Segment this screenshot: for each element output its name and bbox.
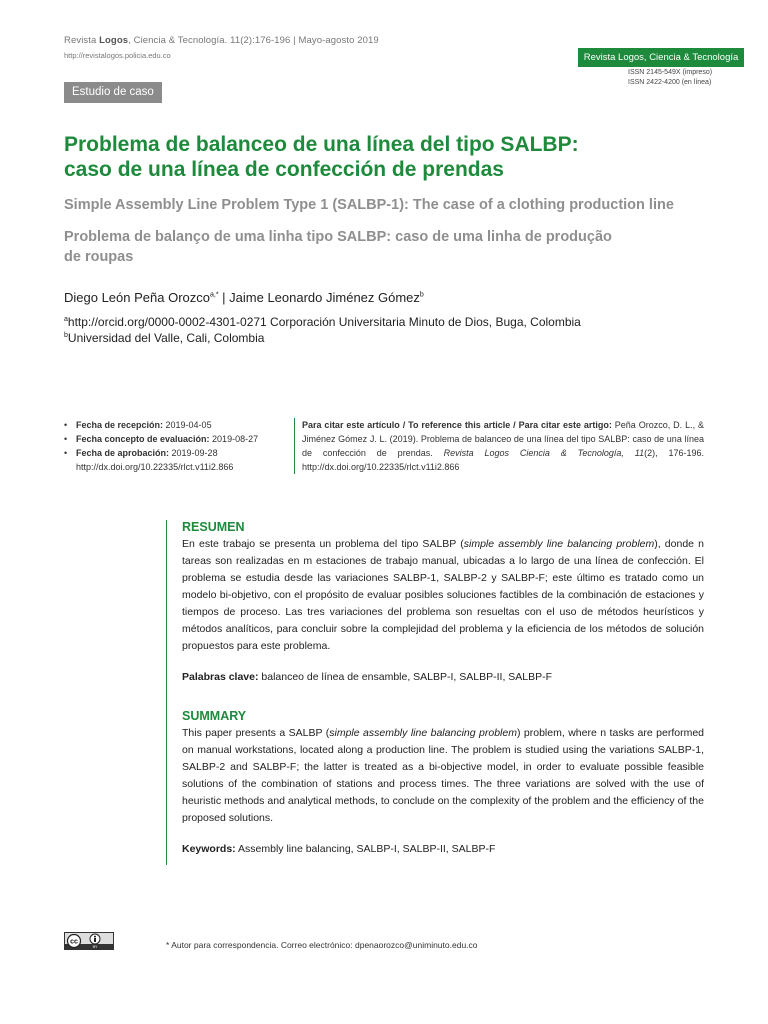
title-portuguese: Problema de balanço de uma linha tipo SALBP: caso de uma linha de produção de roupas (64, 229, 612, 265)
date-evaluation: • Fecha concepto de evaluación: 2019-08-27 (64, 434, 259, 444)
resumen-text: En este trabajo se presenta un problema del tipo SALBP (simple assembly line balancing problem), donde n tareas son realizadas en m estaciones de trabajo manual, ubicadas a lo largo de una línea de confección. El problema se estudia desde las variaciones SALBP-1, SALBP-2 y SALBP-F; este último es tratado como un modelo bi-objetivo, con el propósito de evaluar posibles soluciones factibles de la combinación de estaciones y tiempos de proceso. Las tres variaciones del problema son resueltas con el uso de métodos heurísticos y métodos analíticos, para concluir sobre la complejidad del problema y la eficiencia de los métodos de solución propuestos para este problema. (182, 538, 704, 652)
citation-block: Para citar este artículo / To reference this article / Para citar este artigo: Peña Orozco, D. L., & Jiménez Gómez J. L. (2019). Problema de balanceo de una línea del tipo SALBP: caso de una línea de confección de prendas. Revista Logos Ciencia & Tecnología, 11(2), 176-196. http://dx.doi.org/10.22335/rlct.v11i2.866 (302, 420, 705, 472)
authors: Diego León Peña Orozco$^{a,*}$ | Jaime Leonardo Jiménez Gómez$^b$ (64, 290, 424, 305)
cc-glyph: cc (70, 938, 78, 946)
summary-heading: SUMMARY (182, 709, 247, 723)
date-received: • Fecha de recepción: 2019-04-05 (64, 420, 212, 430)
summary-keywords: Keywords: Assembly line balancing, SALBP-I, SALBP-II, SALBP-F (182, 843, 496, 855)
article-dates (64, 418, 304, 474)
journal-brand-badge: Revista Logos, Ciencia & Tecnología (578, 48, 744, 67)
journal-header: Revista Logos, Ciencia & Tecnología. 11(2):176-196 | Mayo-agosto 2019 (64, 35, 379, 46)
citation-divider (294, 418, 295, 474)
cc-license-icon[interactable] (64, 932, 114, 950)
by-glyph: BY (92, 945, 98, 949)
abstract-box (166, 520, 704, 855)
correspondence-footnote: * Autor para correspondencia. Correo electrónico: dpenaorozco@uniminuto.edu.co (166, 940, 478, 950)
date-approved: • Fecha de aprobación: 2019-09-28 (64, 448, 218, 458)
title-english: Simple Assembly Line Problem Type 1 (SALBP-1): The case of a clothing production line (64, 197, 674, 213)
resumen-keywords: Palabras clave: balanceo de línea de ensamble, SALBP-I, SALBP-II, SALBP-F (182, 671, 553, 683)
issn-print: ISSN 2145-549X (impreso) (628, 69, 713, 76)
article-type-tag: Estudio de caso (64, 82, 162, 103)
abstract-divider (166, 520, 167, 865)
journal-url[interactable]: http://revistalogos.policia.edu.co (64, 51, 171, 60)
doi-link: http://dx.doi.org/10.22335/rlct.v11i2.866 (76, 462, 234, 472)
affiliation-a: $^a$http://orcid.org/0000-0002-4301-0271 Corporación Universitaria Minuto de Dios, Buga, Colombia (64, 315, 581, 329)
resumen-heading: RESUMEN (182, 520, 245, 534)
issn-online: ISSN 2422-4200 (en línea) (628, 79, 712, 86)
summary-text: This paper presents a SALBP (simple assembly line balancing problem) problem, where n tasks are performed on manual workstations, located along a production line. The problem is studied using the variations SALBP-1, SALBP-2 and SALBP-F; the latter is treated as a bi-objective model, in order to evaluate possible feasible solutions of the combination of stations and process times. The three variations are solved with the use of heuristic methods and analytical methods, to conclude on the complexity of the problem and the efficiency of the proposed solutions. (182, 727, 705, 824)
article-title: Problema de balanceo de una línea del tipo SALBP: caso de una línea de confección de prendas (64, 133, 579, 181)
affiliation-b: $^b$Universidad del Valle, Cali, Colombia (64, 331, 265, 345)
